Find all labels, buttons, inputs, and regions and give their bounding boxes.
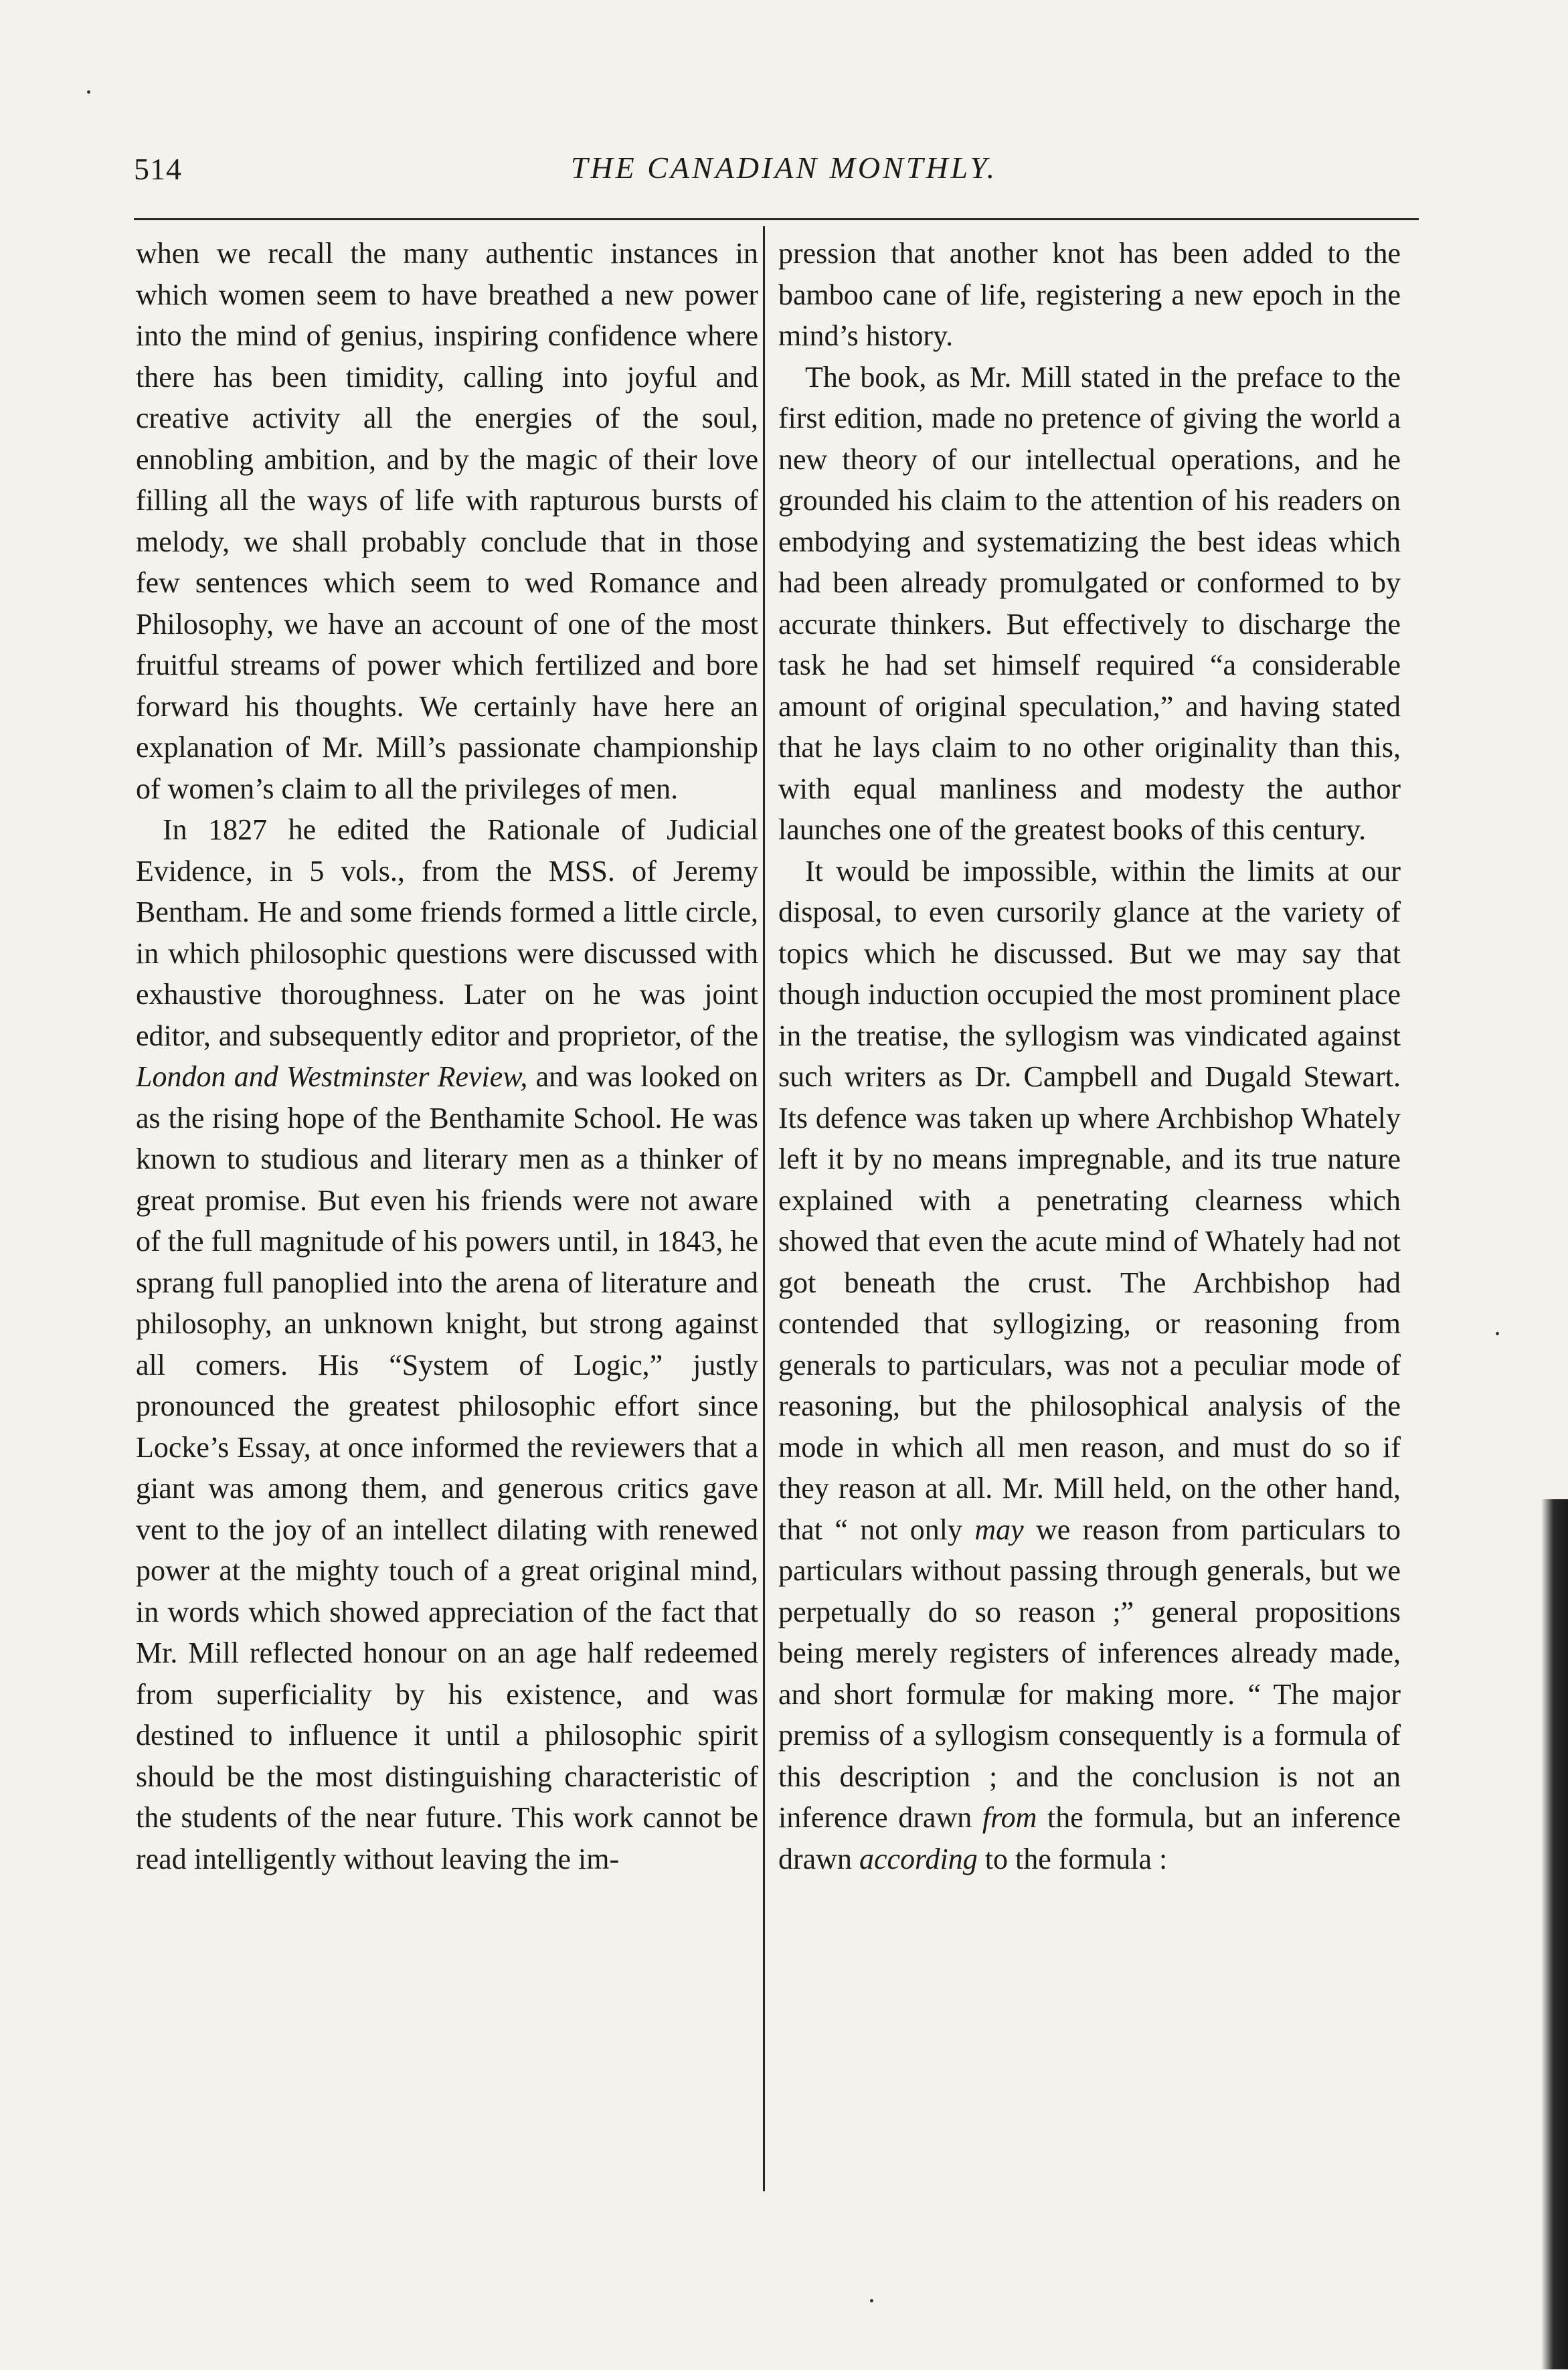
page-edge-shadow	[1541, 1499, 1568, 2369]
right-p3-italic-according: according	[859, 1842, 978, 1875]
scan-speck	[1496, 1332, 1499, 1335]
right-p3-text-3: the formula, but an inference drawn	[778, 1801, 1401, 1875]
left-p2-italic-journal: London and Westminster Review,	[136, 1060, 528, 1093]
right-p3-text-2: we reason from particulars to particulars without passing through generals, but we perpetually do so reason ;” general propositions being merely registers of inferences already made, and short formulæ for making more. “ The major premiss of a syllogism consequently is a formula of this description ; and the conclusion is not an inference drawn	[778, 1513, 1401, 1834]
header-rule	[134, 218, 1419, 220]
right-paragraph-1	[778, 233, 1401, 357]
right-column	[778, 233, 1401, 1879]
left-p2-text-1: In 1827 he edited the Rationale of Judicial Evidence, in 5 vols., from the MSS. of Jeremy Bentham. He and some friends formed a little circle, in which philosophic questions were discussed with exhaustive thoroughness. Later on he was joint editor, and subsequently editor and proprietor, of the	[136, 813, 758, 1052]
left-p1-text: when we recall the many authentic instances in which women seem to have breathed a new power into the mind of genius, inspiring confidence where there has been timidity, calling into joyful and creative activity all the energies of the soul, ennobling ambition, and by the magic of their love filling all the ways of life with rapturous bursts of melody, we shall probably conclude that in those few sentences which seem to wed Romance and Philosophy, we have an account of one of the most fruitful streams of power which fertilized and bore forward his thoughts. We certainly have here an explanation of Mr. Mill’s passionate championship of women’s claim to all the privileges of men.	[136, 237, 758, 805]
left-p2-text-2: and was looked on as the rising hope of the Benthamite School. He was known to studious and literary men as a thinker of great promise. But even his friends were not aware of the full magnitude of his powers until, in 1843, he sprang full panoplied into the arena of literature and philosophy, an unknown knight, but strong against all comers. His “System of Logic,” justly pronounced the greatest philosophic effort since Locke’s Essay, at once informed the reviewers that a giant was among them, and generous critics gave vent to the joy of an intellect dilating with renewed power at the mighty touch of a great original mind, in words which showed appreciation of the fact that Mr. Mill reflected honour on an age half redeemed from superficiality by his existence, and was destined to influence it until a philosophic spirit should be the most distinguishing characteristic of the students of the near future. This work cannot be read intelligently without leaving the im-	[136, 1060, 759, 1875]
column-divider	[763, 226, 765, 2191]
left-paragraph-1	[136, 233, 758, 809]
running-title: THE CANADIAN MONTHLY.	[570, 151, 998, 185]
right-p3-italic-may: may	[974, 1513, 1024, 1546]
right-p3-text-4: to the formula :	[977, 1842, 1168, 1875]
scan-speck	[87, 90, 90, 94]
page-number: 514	[134, 152, 182, 186]
right-p3-italic-from: from	[982, 1801, 1037, 1834]
right-paragraph-2	[778, 357, 1401, 851]
left-column	[136, 233, 758, 1879]
scan-speck	[870, 2299, 873, 2302]
left-paragraph-2	[136, 809, 758, 1879]
right-p1-text: pression that another knot has been added to the bamboo cane of life, registering a new epoch in the mind’s history.	[778, 237, 1401, 352]
right-p3-text-1: It would be impossible, within the limits at our disposal, to even cursorily glance at the variety of topics which he discussed. But we may say that though induction occupied the most prominent place in the treatise, the syllogism was vindicated against such writers as Dr. Campbell and Dugald Stewart. Its defence was taken up where Archbishop Whately left it by no means impregnable, and its true nature explained with a penetrating clearness which showed that even the acute mind of Whately had not got beneath the crust. The Archbishop had contended that syllogizing, or reasoning from generals to particulars, was not a peculiar mode of reasoning, but the philosophical analysis of the mode in which all men reason, and must do so if they reason at all. Mr. Mill held, on the other hand, that “ not only	[778, 854, 1401, 1546]
right-p2-text: The book, as Mr. Mill stated in the preface to the first edition, made no pretence of giving the world a new theory of our intellectual operations, and he grounded his claim to the attention of his readers on embodying and systematizing the best ideas which had been already promulgated or conformed to by accurate thinkers. But effectively to discharge the task he had set himself required “a considerable amount of original speculation,” and having stated that he lays claim to no other originality than this, with equal manliness and modesty the author launches one of the greatest books of this century.	[778, 360, 1401, 846]
right-paragraph-3	[778, 851, 1401, 1880]
